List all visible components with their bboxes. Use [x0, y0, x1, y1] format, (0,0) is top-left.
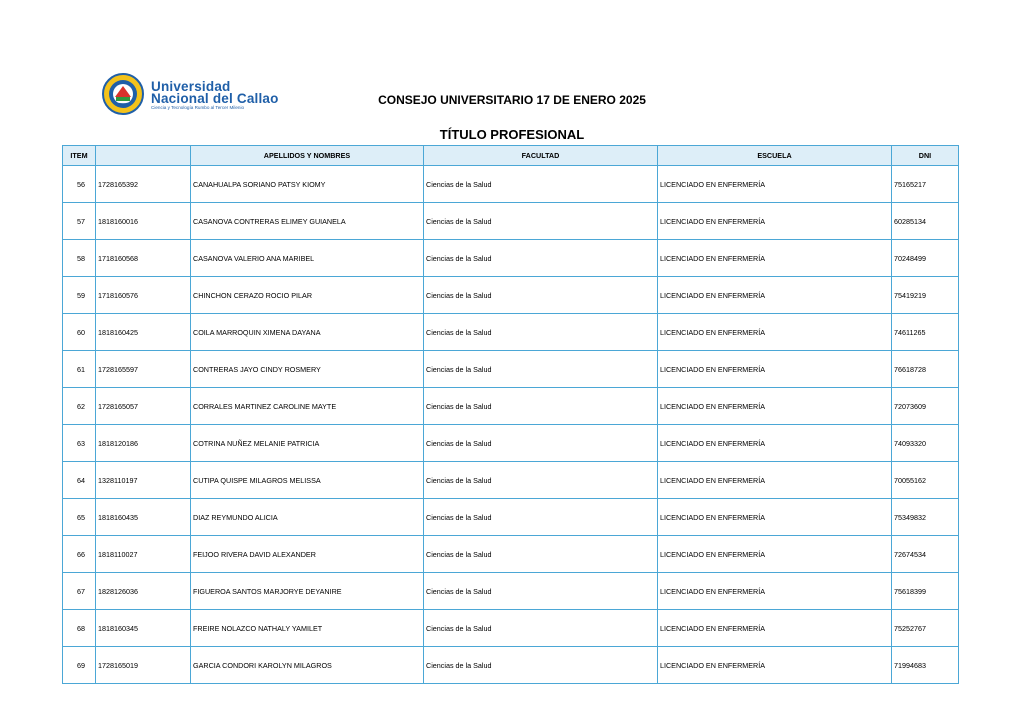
- cell-code: 1728165057: [96, 388, 191, 425]
- cell-dni: 74093320: [892, 425, 959, 462]
- cell-dni: 75165217: [892, 166, 959, 203]
- cell-dni: 60285134: [892, 203, 959, 240]
- cell-name: GARCIA CONDORI KAROLYN MILAGROS: [191, 647, 424, 684]
- cell-escuela: LICENCIADO EN ENFERMERÍA: [658, 499, 892, 536]
- page-title: CONSEJO UNIVERSITARIO 17 DE ENERO 2025: [378, 93, 646, 107]
- cell-name: CASANOVA VALERIO ANA MARIBEL: [191, 240, 424, 277]
- cell-dni: 74611265: [892, 314, 959, 351]
- cell-facultad: Ciencias de la Salud: [424, 277, 658, 314]
- cell-escuela: LICENCIADO EN ENFERMERÍA: [658, 351, 892, 388]
- column-header-name: APELLIDOS Y NOMBRES: [191, 146, 424, 166]
- cell-item: 57: [63, 203, 96, 240]
- cell-facultad: Ciencias de la Salud: [424, 425, 658, 462]
- table-row: [63, 314, 959, 351]
- table-row: [63, 351, 959, 388]
- cell-code: 1728165019: [96, 647, 191, 684]
- cell-facultad: Ciencias de la Salud: [424, 351, 658, 388]
- cell-facultad: Ciencias de la Salud: [424, 499, 658, 536]
- cell-item: 59: [63, 277, 96, 314]
- cell-name: CONTRERAS JAYO CINDY ROSMERY: [191, 351, 424, 388]
- cell-escuela: LICENCIADO EN ENFERMERÍA: [658, 240, 892, 277]
- cell-item: 66: [63, 536, 96, 573]
- cell-name: FEIJOO RIVERA DAVID ALEXANDER: [191, 536, 424, 573]
- table-row: [63, 499, 959, 536]
- cell-code: 1818160425: [96, 314, 191, 351]
- cell-dni: 76618728: [892, 351, 959, 388]
- cell-escuela: LICENCIADO EN ENFERMERÍA: [658, 425, 892, 462]
- cell-facultad: Ciencias de la Salud: [424, 203, 658, 240]
- cell-name: COTRINA NUÑEZ MELANIE PATRICIA: [191, 425, 424, 462]
- cell-facultad: Ciencias de la Salud: [424, 647, 658, 684]
- table-row: [63, 647, 959, 684]
- table-header-row: [63, 146, 959, 166]
- cell-escuela: LICENCIADO EN ENFERMERÍA: [658, 462, 892, 499]
- cell-escuela: LICENCIADO EN ENFERMERÍA: [658, 166, 892, 203]
- cell-item: 64: [63, 462, 96, 499]
- cell-code: 1718160568: [96, 240, 191, 277]
- cell-dni: 75349832: [892, 499, 959, 536]
- cell-item: 62: [63, 388, 96, 425]
- cell-name: CORRALES MARTINEZ CAROLINE MAYTE: [191, 388, 424, 425]
- cell-escuela: LICENCIADO EN ENFERMERÍA: [658, 203, 892, 240]
- cell-dni: 75618399: [892, 573, 959, 610]
- cell-item: 63: [63, 425, 96, 462]
- table-row: [63, 573, 959, 610]
- cell-dni: 72073609: [892, 388, 959, 425]
- column-header-code: [96, 146, 191, 166]
- cell-item: 69: [63, 647, 96, 684]
- page-subtitle: TÍTULO PROFESIONAL: [439, 127, 585, 142]
- cell-code: 1328110197: [96, 462, 191, 499]
- cell-code: 1818110027: [96, 536, 191, 573]
- cell-dni: 75252767: [892, 610, 959, 647]
- logo-line-2: Nacional del Callao: [151, 91, 279, 106]
- cell-item: 58: [63, 240, 96, 277]
- cell-code: 1828126036: [96, 573, 191, 610]
- cell-facultad: Ciencias de la Salud: [424, 536, 658, 573]
- cell-item: 61: [63, 351, 96, 388]
- table-row: [63, 536, 959, 573]
- logo-tagline: Ciencia y Tecnología Rumbo al Tercer Milenio: [151, 105, 245, 110]
- cell-item: 67: [63, 573, 96, 610]
- cell-dni: 75419219: [892, 277, 959, 314]
- cell-item: 56: [63, 166, 96, 203]
- column-header-dni: DNI: [892, 146, 959, 166]
- cell-name: CASANOVA CONTRERAS ELIMEY GUIANELA: [191, 203, 424, 240]
- cell-escuela: LICENCIADO EN ENFERMERÍA: [658, 388, 892, 425]
- table-row: [63, 462, 959, 499]
- cell-item: 60: [63, 314, 96, 351]
- cell-code: 1818160345: [96, 610, 191, 647]
- table-row: [63, 203, 959, 240]
- cell-dni: 70055162: [892, 462, 959, 499]
- cell-facultad: Ciencias de la Salud: [424, 166, 658, 203]
- cell-escuela: LICENCIADO EN ENFERMERÍA: [658, 573, 892, 610]
- cell-facultad: Ciencias de la Salud: [424, 240, 658, 277]
- cell-item: 68: [63, 610, 96, 647]
- cell-facultad: Ciencias de la Salud: [424, 314, 658, 351]
- column-header-escuela: ESCUELA: [658, 146, 892, 166]
- cell-name: CUTIPA QUISPE MILAGROS MELISSA: [191, 462, 424, 499]
- table-body: [63, 166, 959, 684]
- cell-code: 1818160435: [96, 499, 191, 536]
- cell-name: FREIRE NOLAZCO NATHALY YAMILET: [191, 610, 424, 647]
- cell-facultad: Ciencias de la Salud: [424, 573, 658, 610]
- column-header-facultad: FACULTAD: [424, 146, 658, 166]
- table-row: [63, 610, 959, 647]
- cell-facultad: Ciencias de la Salud: [424, 388, 658, 425]
- logo-line-1: Universidad: [151, 79, 231, 94]
- cell-name: CANAHUALPA SORIANO PATSY KIOMY: [191, 166, 424, 203]
- cell-escuela: LICENCIADO EN ENFERMERÍA: [658, 536, 892, 573]
- table-row: [63, 240, 959, 277]
- cell-code: 1728165597: [96, 351, 191, 388]
- cell-name: DIAZ REYMUNDO ALICIA: [191, 499, 424, 536]
- cell-dni: 72674534: [892, 536, 959, 573]
- cell-name: FIGUEROA SANTOS MARJORYE DEYANIRE: [191, 573, 424, 610]
- table-row: [63, 277, 959, 314]
- cell-dni: 70248499: [892, 240, 959, 277]
- table-row: [63, 166, 959, 203]
- graduates-table: [62, 145, 959, 684]
- cell-code: 1818120186: [96, 425, 191, 462]
- cell-facultad: Ciencias de la Salud: [424, 462, 658, 499]
- cell-code: 1728165392: [96, 166, 191, 203]
- cell-code: 1818160016: [96, 203, 191, 240]
- cell-escuela: LICENCIADO EN ENFERMERÍA: [658, 277, 892, 314]
- cell-dni: 71994683: [892, 647, 959, 684]
- cell-name: COILA MARROQUIN XIMENA DAYANA: [191, 314, 424, 351]
- cell-name: CHINCHON CERAZO ROCIO PILAR: [191, 277, 424, 314]
- cell-escuela: LICENCIADO EN ENFERMERÍA: [658, 610, 892, 647]
- cell-item: 65: [63, 499, 96, 536]
- cell-code: 1718160576: [96, 277, 191, 314]
- cell-escuela: LICENCIADO EN ENFERMERÍA: [658, 314, 892, 351]
- cell-facultad: Ciencias de la Salud: [424, 610, 658, 647]
- cell-escuela: LICENCIADO EN ENFERMERÍA: [658, 647, 892, 684]
- column-header-item: ITEM: [63, 146, 96, 166]
- table-row: [63, 388, 959, 425]
- table-row: [63, 425, 959, 462]
